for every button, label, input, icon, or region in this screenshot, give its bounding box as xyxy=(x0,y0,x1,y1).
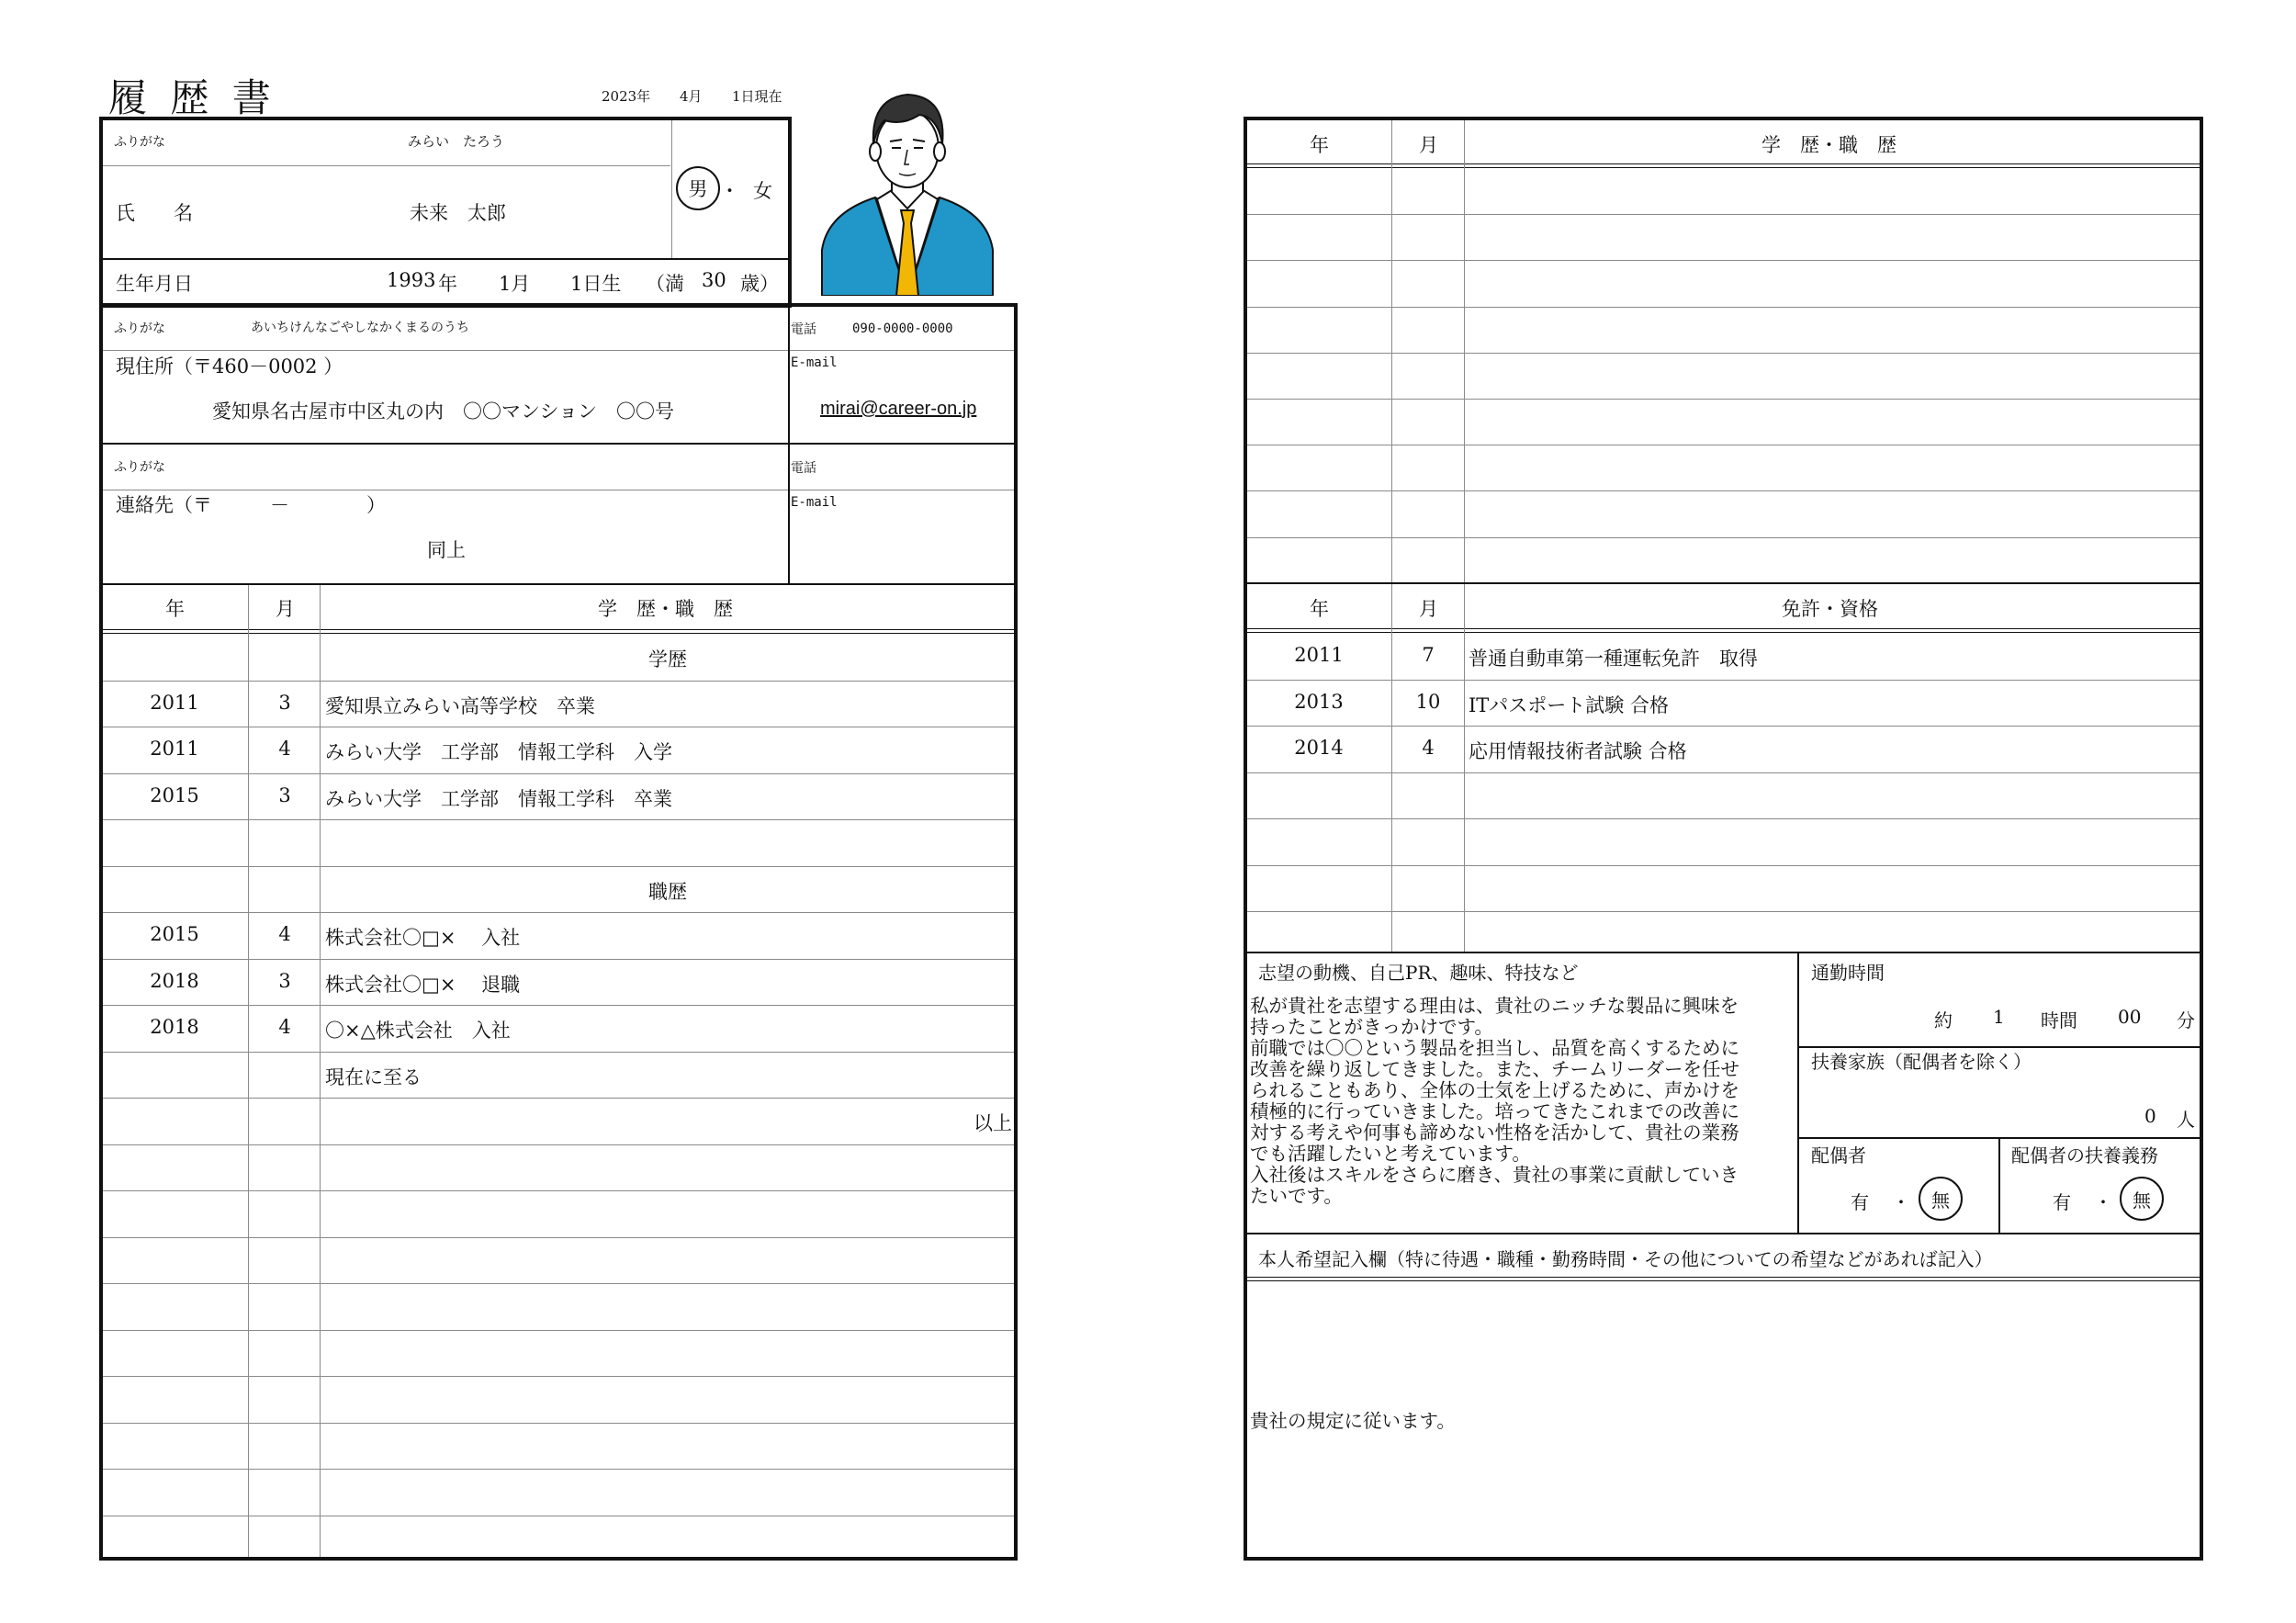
address-value[interactable]: 愛知県名古屋市中区丸の内 〇〇マンション 〇〇号 xyxy=(212,400,675,423)
spouse-support-no-selected[interactable] xyxy=(2120,1177,2164,1221)
age-close: 歳） xyxy=(740,273,779,295)
license-row-year[interactable]: 2011 xyxy=(1294,644,1344,666)
email-label: E-mail xyxy=(791,355,838,370)
history2-row-divider xyxy=(1247,353,2200,354)
history-row-month[interactable]: 3 xyxy=(278,970,291,992)
birth-day[interactable]: 1日生 xyxy=(570,273,622,295)
history-row-year[interactable]: 2015 xyxy=(150,784,199,806)
spouse-support-yes-option[interactable]: 有 xyxy=(2053,1191,2071,1213)
contact-furigana-label: ふりがな xyxy=(114,460,165,475)
motivation-line: 対する考えや何事も諦めない性格を活かして、貴社の業務 xyxy=(1250,1121,1739,1144)
license-row-divider xyxy=(1247,680,2200,681)
history2-row-divider xyxy=(1247,399,2200,400)
date-year: 2023年 xyxy=(602,88,651,105)
history-row-divider xyxy=(103,1330,1014,1331)
commute-label: 通勤時間 xyxy=(1811,962,1885,984)
email-value[interactable]: mirai@career-on.jp xyxy=(820,399,977,419)
motivation-line: 前職では〇〇という製品を担当し、品質を高くするために xyxy=(1250,1037,1739,1059)
motivation-line: たいです。 xyxy=(1250,1185,1343,1207)
dependents-label: 扶養家族（配偶者を除く） xyxy=(1811,1051,2032,1073)
name-value[interactable]: 未来 太郎 xyxy=(410,202,506,224)
contact-value[interactable]: 同上 xyxy=(427,539,466,561)
licenses-col-month: 月 xyxy=(1419,598,1438,620)
license-row-text[interactable]: ITパスポート試験 合格 xyxy=(1469,694,1669,716)
age-open: （満 xyxy=(646,273,684,295)
licenses-col-content: 免許・資格 xyxy=(1782,598,1878,620)
history-row-divider xyxy=(103,1423,1014,1424)
history-row-month[interactable]: 4 xyxy=(278,1016,291,1038)
birth-year[interactable]: 1993 xyxy=(387,269,436,291)
motivation-label: 志望の動機、自己PR、趣味、特技など xyxy=(1258,962,1579,984)
history2-row-divider xyxy=(1247,214,2200,215)
history-row-divider xyxy=(103,1098,1014,1099)
history-row-text[interactable]: 株式会社〇□× 退職 xyxy=(325,974,521,996)
name-label: 氏 名 xyxy=(116,202,193,224)
history-row-text[interactable]: 〇×△株式会社 入社 xyxy=(325,1020,511,1042)
history-row-text[interactable]: みらい大学 工学部 情報工学科 入学 xyxy=(325,741,672,763)
dependents-unit: 人 xyxy=(2177,1109,2195,1131)
history-col-year: 年 xyxy=(165,598,185,620)
license-row-year[interactable]: 2013 xyxy=(1294,691,1344,713)
address-label: 現住所（〒460－0002 ） xyxy=(116,355,343,378)
history-row-text[interactable]: 学歴 xyxy=(648,648,687,671)
history-row-text[interactable]: 株式会社〇□× 入社 xyxy=(325,927,521,949)
license-row-divider xyxy=(1247,726,2200,727)
history-row-year[interactable]: 2011 xyxy=(150,738,199,760)
requests-label: 本人希望記入欄（特に待遇・職種・勤務時間・その他についての希望などがあれば記入） xyxy=(1258,1248,1993,1270)
history-row-text[interactable]: 職歴 xyxy=(648,881,687,903)
history-row-divider xyxy=(103,866,1014,867)
history-col-month: 月 xyxy=(276,598,295,620)
right-form-box xyxy=(1244,117,2203,1561)
gender-male-selected[interactable] xyxy=(676,166,720,210)
history-row-text[interactable]: 以上 xyxy=(974,1112,1012,1134)
motivation-line: でも活躍したいと考えています。 xyxy=(1250,1143,1531,1165)
address-furigana-label: ふりがな xyxy=(114,321,165,336)
history-row-divider xyxy=(103,1469,1014,1470)
date-day: 1日現在 xyxy=(732,88,782,105)
licenses-col-year: 年 xyxy=(1310,598,1329,620)
motivation-line: 積極的に行っていきました。培ってきたこれまでの改善に xyxy=(1250,1100,1739,1122)
birth-label: 生年月日 xyxy=(116,273,193,295)
spouse-no-label: 無 xyxy=(1931,1189,1950,1212)
license-row-divider xyxy=(1247,818,2200,819)
gender-female-option[interactable]: 女 xyxy=(753,180,772,202)
license-row-text[interactable]: 応用情報技術者試験 合格 xyxy=(1469,740,1687,762)
contact-email-label: E-mail xyxy=(791,495,838,510)
history2-row-divider xyxy=(1247,307,2200,308)
history-col-content: 学 歴・職 歴 xyxy=(598,598,733,620)
phone-label: 電話 xyxy=(791,322,816,337)
history-row-text[interactable]: 愛知県立みらい高等学校 卒業 xyxy=(325,695,595,717)
spouse-label: 配偶者 xyxy=(1811,1144,1866,1167)
history-row-divider xyxy=(103,1376,1014,1377)
history-row-month[interactable]: 4 xyxy=(278,738,291,760)
motivation-line: られることもあり、全体の士気を上げるために、声かけを xyxy=(1250,1079,1739,1101)
history-row-divider xyxy=(103,912,1014,913)
license-row-month[interactable]: 10 xyxy=(1415,691,1441,713)
history-row-divider xyxy=(103,1237,1014,1238)
motivation-line: 入社後はスキルをさらに磨き、貴社の事業に貢献していき xyxy=(1250,1164,1739,1186)
motivation-line: 持ったことがきっかけです。 xyxy=(1250,1016,1493,1038)
dependents-value[interactable]: 0 xyxy=(2144,1105,2156,1127)
spouse-support-no-label: 無 xyxy=(2133,1189,2151,1212)
contact-phone-label: 電話 xyxy=(791,461,816,476)
birth-year-unit: 年 xyxy=(438,273,457,295)
motivation-line: 私が貴社を志望する理由は、貴社のニッチな製品に興味を xyxy=(1250,995,1739,1017)
license-row-month[interactable]: 7 xyxy=(1422,644,1435,666)
history2-col-content: 学 歴・職 歴 xyxy=(1761,134,1896,156)
history-row-divider xyxy=(103,1052,1014,1053)
history-row-year[interactable]: 2018 xyxy=(150,970,199,992)
furigana-label: ふりがな xyxy=(114,135,165,150)
history-row-month[interactable]: 3 xyxy=(278,784,291,806)
history-row-divider xyxy=(103,819,1014,820)
history2-row-divider xyxy=(1247,537,2200,538)
history-row-year[interactable]: 2015 xyxy=(150,923,199,945)
history2-col-year: 年 xyxy=(1310,134,1329,156)
profile-photo[interactable] xyxy=(820,89,995,296)
contact-label: 連絡先（〒 － ） xyxy=(116,494,386,516)
address-furigana-value[interactable]: あいちけんなごやしなかくまるのうち xyxy=(251,321,469,335)
history-row-divider xyxy=(103,681,1014,682)
license-row-text[interactable]: 普通自動車第一種運転免許 取得 xyxy=(1469,648,1758,670)
history-row-text[interactable]: 現在に至る xyxy=(325,1066,422,1088)
spouse-support-label: 配偶者の扶養義務 xyxy=(2011,1144,2158,1167)
furigana-value[interactable]: みらい たろう xyxy=(408,133,505,150)
history2-row-divider xyxy=(1247,490,2200,491)
history-row-divider xyxy=(103,1190,1014,1191)
motivation-line: 改善を繰り返してきました。また、チームリーダーを任せ xyxy=(1250,1058,1739,1080)
commute-hours[interactable]: 1 xyxy=(1993,1006,2005,1028)
history-row-year[interactable]: 2018 xyxy=(150,1016,199,1038)
phone-value[interactable]: 090-0000-0000 xyxy=(852,321,953,336)
gender-separator: ・ xyxy=(720,180,739,202)
history-row-month[interactable]: 4 xyxy=(278,923,291,945)
history2-row-divider xyxy=(1247,260,2200,261)
commute-minutes[interactable]: 00 xyxy=(2118,1006,2142,1028)
date-month: 4月 xyxy=(680,88,703,105)
commute-minutes-unit: 分 xyxy=(2177,1009,2195,1031)
page-title: 履 歴 書 xyxy=(108,75,276,120)
history-row-divider xyxy=(103,1283,1014,1284)
gender-male-label: 男 xyxy=(688,178,708,200)
history2-col-month: 月 xyxy=(1419,134,1438,156)
history-row-divider xyxy=(103,1144,1014,1145)
license-row-year[interactable]: 2014 xyxy=(1294,737,1344,759)
history-row-divider xyxy=(103,773,1014,774)
history-row-divider xyxy=(103,1005,1014,1006)
spouse-separator: ・ xyxy=(1892,1191,1910,1213)
spouse-yes-option[interactable]: 有 xyxy=(1851,1191,1869,1213)
history-row-month[interactable]: 3 xyxy=(278,692,291,714)
history-row-text[interactable]: みらい大学 工学部 情報工学科 卒業 xyxy=(325,788,672,810)
spouse-no-selected[interactable] xyxy=(1919,1177,1963,1221)
birth-month[interactable]: 1月 xyxy=(499,273,531,295)
age-value[interactable]: 30 xyxy=(702,269,726,291)
license-row-divider xyxy=(1247,865,2200,866)
history-row-year[interactable]: 2011 xyxy=(150,692,199,714)
requests-value[interactable]: 貴社の規定に従います。 xyxy=(1250,1410,1456,1432)
license-row-divider xyxy=(1247,772,2200,773)
commute-hours-unit: 時間 xyxy=(2041,1009,2077,1031)
history-row-divider xyxy=(103,959,1014,960)
license-row-month[interactable]: 4 xyxy=(1422,737,1435,759)
commute-prefix: 約 xyxy=(1934,1009,1953,1031)
license-row-divider xyxy=(1247,911,2200,912)
spouse-support-separator: ・ xyxy=(2094,1191,2112,1213)
